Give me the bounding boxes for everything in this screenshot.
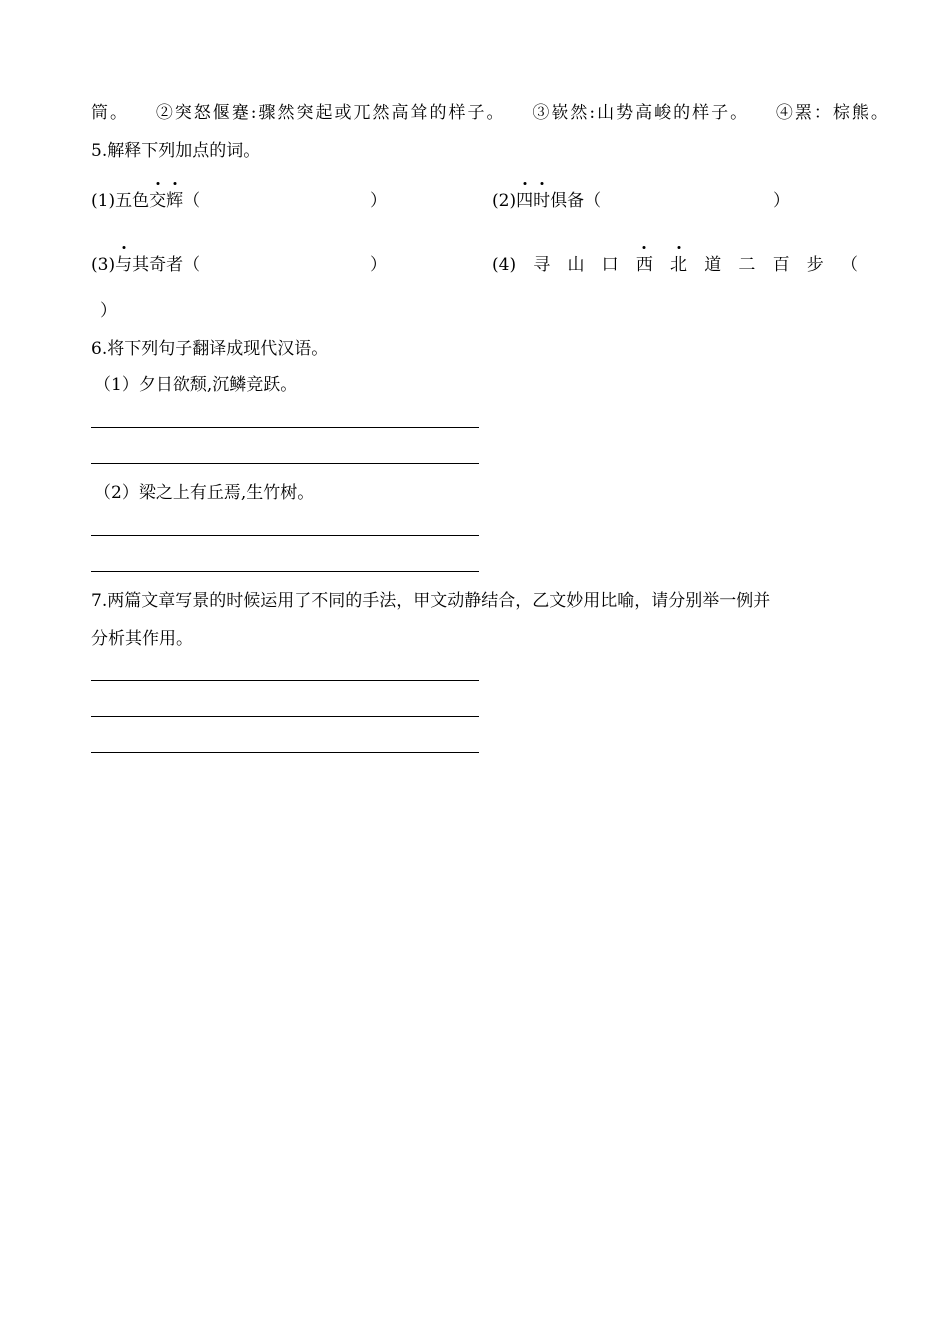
item-text: 俱备 — [550, 191, 585, 211]
q5-item-1 — [91, 190, 200, 212]
note-3: ③嵚然:山势高峻的样子。 — [532, 103, 750, 123]
answer-line[interactable] — [91, 535, 479, 536]
answer-line[interactable] — [91, 752, 479, 753]
dotted-char: 辉 — [166, 191, 184, 211]
answer-line[interactable] — [91, 571, 479, 572]
item-number: (1) — [91, 191, 116, 211]
item-number: (2) — [492, 191, 517, 211]
dotted-char: 北 — [670, 255, 688, 275]
answer-line[interactable] — [91, 427, 479, 428]
q5-item-2-close: ） — [773, 191, 790, 211]
answer-line[interactable] — [91, 463, 479, 464]
q5-item-3 — [91, 254, 200, 276]
q5-title: 5.解释下列加点的词。 — [91, 141, 261, 161]
q5-item-1-close: ） — [370, 191, 387, 211]
item-text: 其奇者 — [132, 255, 184, 275]
q5-item-4 — [492, 254, 858, 276]
dotted-char: 时 — [533, 191, 551, 211]
q6-title: 6.将下列句子翻译成现代汉语。 — [91, 339, 329, 359]
dotted-char: 与 — [115, 255, 133, 275]
q6-sentence-2: （2）梁之上有丘焉,生竹树。 — [94, 483, 315, 503]
item-char: 道 — [704, 255, 722, 275]
q7-prompt-line-2: 分析其作用。 — [91, 629, 193, 649]
open-paren: （ — [183, 255, 201, 275]
item-char: 百 — [772, 255, 790, 275]
q6-sentence-1: （1）夕日欲颓,沉鳞竞跃。 — [94, 375, 298, 395]
open-paren: （ — [840, 255, 858, 275]
item-text: 五色 — [115, 191, 150, 211]
q5-item-2 — [492, 190, 601, 212]
q5-item-3-close: ） — [370, 255, 387, 275]
notes-line — [91, 102, 890, 124]
item-char: 步 — [806, 255, 824, 275]
item-char: 口 — [601, 255, 619, 275]
q5-item-4-close: ） — [100, 301, 117, 321]
answer-line[interactable] — [91, 716, 479, 717]
open-paren: （ — [183, 191, 201, 211]
q7-prompt-line-1: 7.两篇文章写景的时候运用了不同的手法，甲文动静结合，乙文妙用比喻，请分别举一例并 — [91, 591, 771, 611]
note-fragment: 筒。 — [91, 103, 129, 123]
item-number: (4) — [492, 255, 517, 275]
item-char: 寻 — [533, 255, 551, 275]
note-2: ②突怒偃蹇:骤然突起或兀然高耸的样子。 — [155, 103, 506, 123]
open-paren: （ — [584, 191, 602, 211]
dotted-char: 西 — [635, 255, 653, 275]
note-4: ④罴：棕熊。 — [775, 103, 890, 123]
dotted-char: 交 — [149, 191, 167, 211]
item-char: 二 — [738, 255, 756, 275]
answer-line[interactable] — [91, 680, 479, 681]
dotted-char: 四 — [516, 191, 534, 211]
item-char: 山 — [567, 255, 585, 275]
item-number: (3) — [91, 255, 116, 275]
